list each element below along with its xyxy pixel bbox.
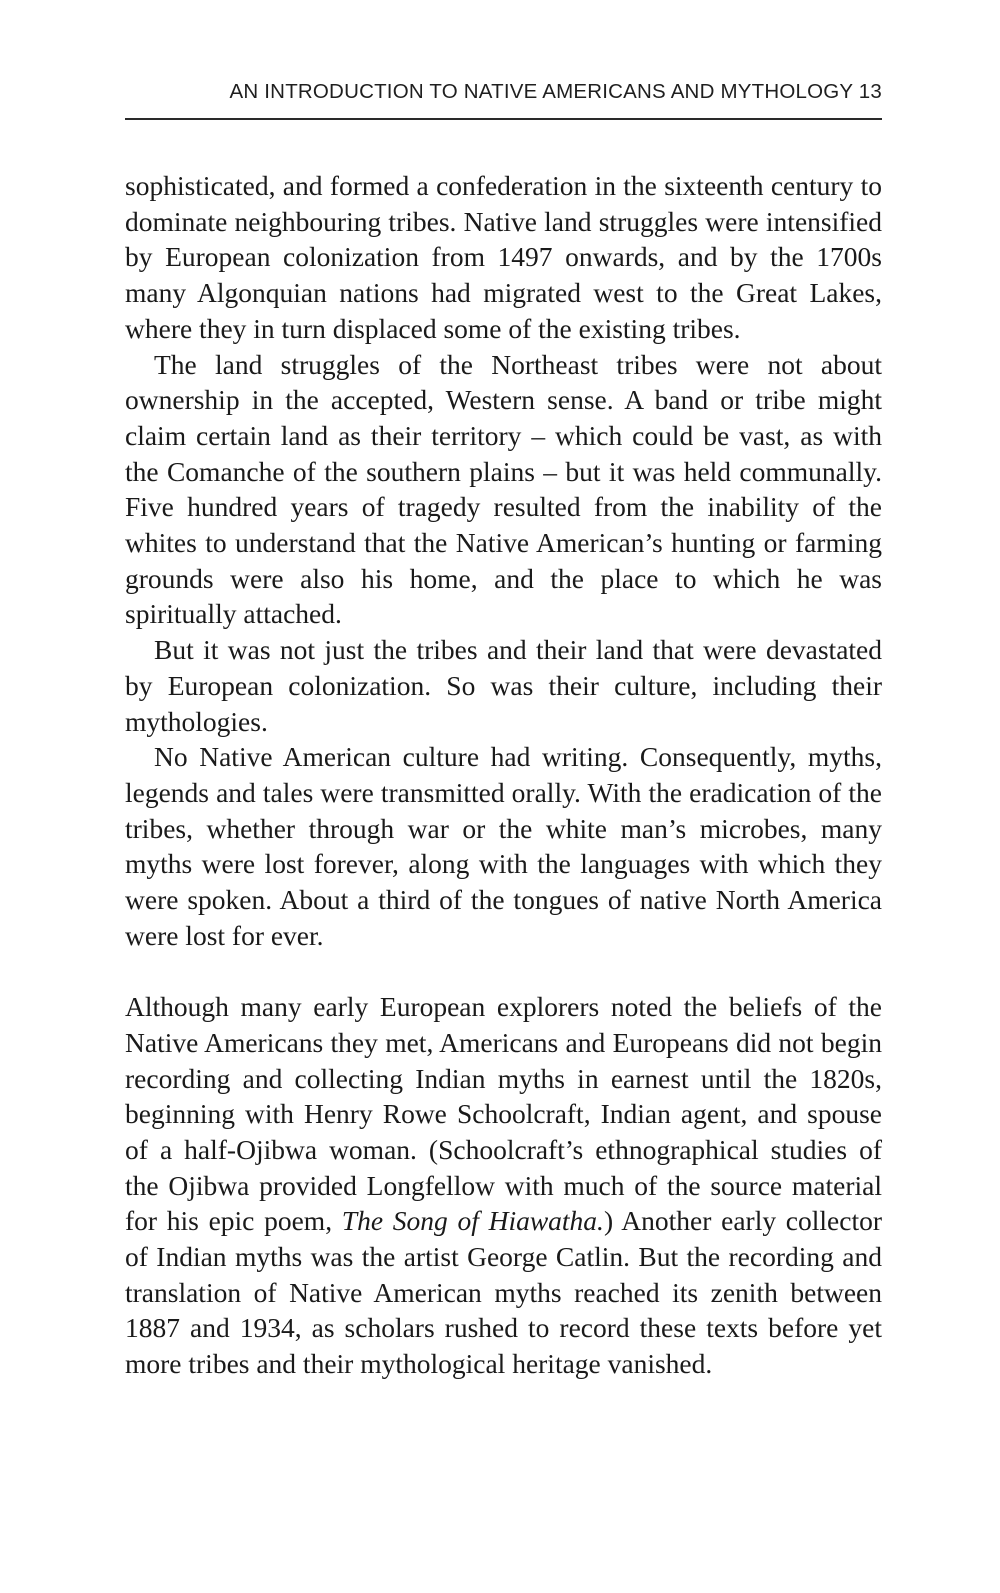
paragraph-5-after-title: ) Another early collector of Indian myths was the artist George Catlin. But the recording and translation of Native American myths reached its zenith between 1887 and 1934, as scholars rushed to record these texts before yet more tribes and their mythological heritage vanished. <box>125 1205 882 1380</box>
paragraph-3: But it was not just the tribes and their land that were devastated by European colonization. So was their culture, including their mythologies. <box>125 634 882 737</box>
running-head-title: AN INTRODUCTION TO NATIVE AMERICANS AND MYTHOLOGY <box>229 80 853 103</box>
page-number: 13 <box>858 80 882 103</box>
body-text <box>125 168 882 1382</box>
book-page <box>125 78 882 1382</box>
paragraph-4: No Native American culture had writing. Consequently, myths, legends and tales were transmitted orally. With the eradication of the tribes, whether through war or the white man’s microbes, many myths were lost forever, along with the languages with which they were spoken. About a third of the tongues of native North America were lost for ever. <box>125 741 882 951</box>
paragraph-5-before-title: Although many early European explorers noted the beliefs of the Native Americans they met, Americans and Europeans did not begin recording and collecting Indian myths in earnest until the 1820s, beginning with Henry Rowe Schoolcraft, Indian agent, and spouse of a half-Ojibwa woman. (Schoolcraft’s ethnographical studies of the Ojibwa provided Longfellow with much of the source material for his epic poem, <box>125 991 882 1237</box>
paragraph-1: sophisticated, and formed a confederation in the sixteenth century to dominate neighbouring tribes. Native land struggles were intensified by European colonization from 1497 onwards, and by the 1700s many Algonquian nations had migrated west to the Great Lakes, where they in turn displaced some of the existing tribes. <box>125 170 882 344</box>
paragraph-2: The land struggles of the Northeast tribes were not about ownership in the accepted, Western sense. A band or tribe might claim certain land as their territory – which could be vast, as with the Comanche of the southern plains – but it was held communally. Five hundred years of tragedy resulted from the inability of the whites to understand that the Native American’s hunting or farming grounds were also his home, and the place to which he was spiritually attached. <box>125 348 882 630</box>
book-title: The Song of Hiawatha. <box>341 1205 604 1237</box>
running-head <box>125 78 882 108</box>
paragraph-5 <box>125 989 882 1382</box>
header-rule <box>125 118 882 120</box>
